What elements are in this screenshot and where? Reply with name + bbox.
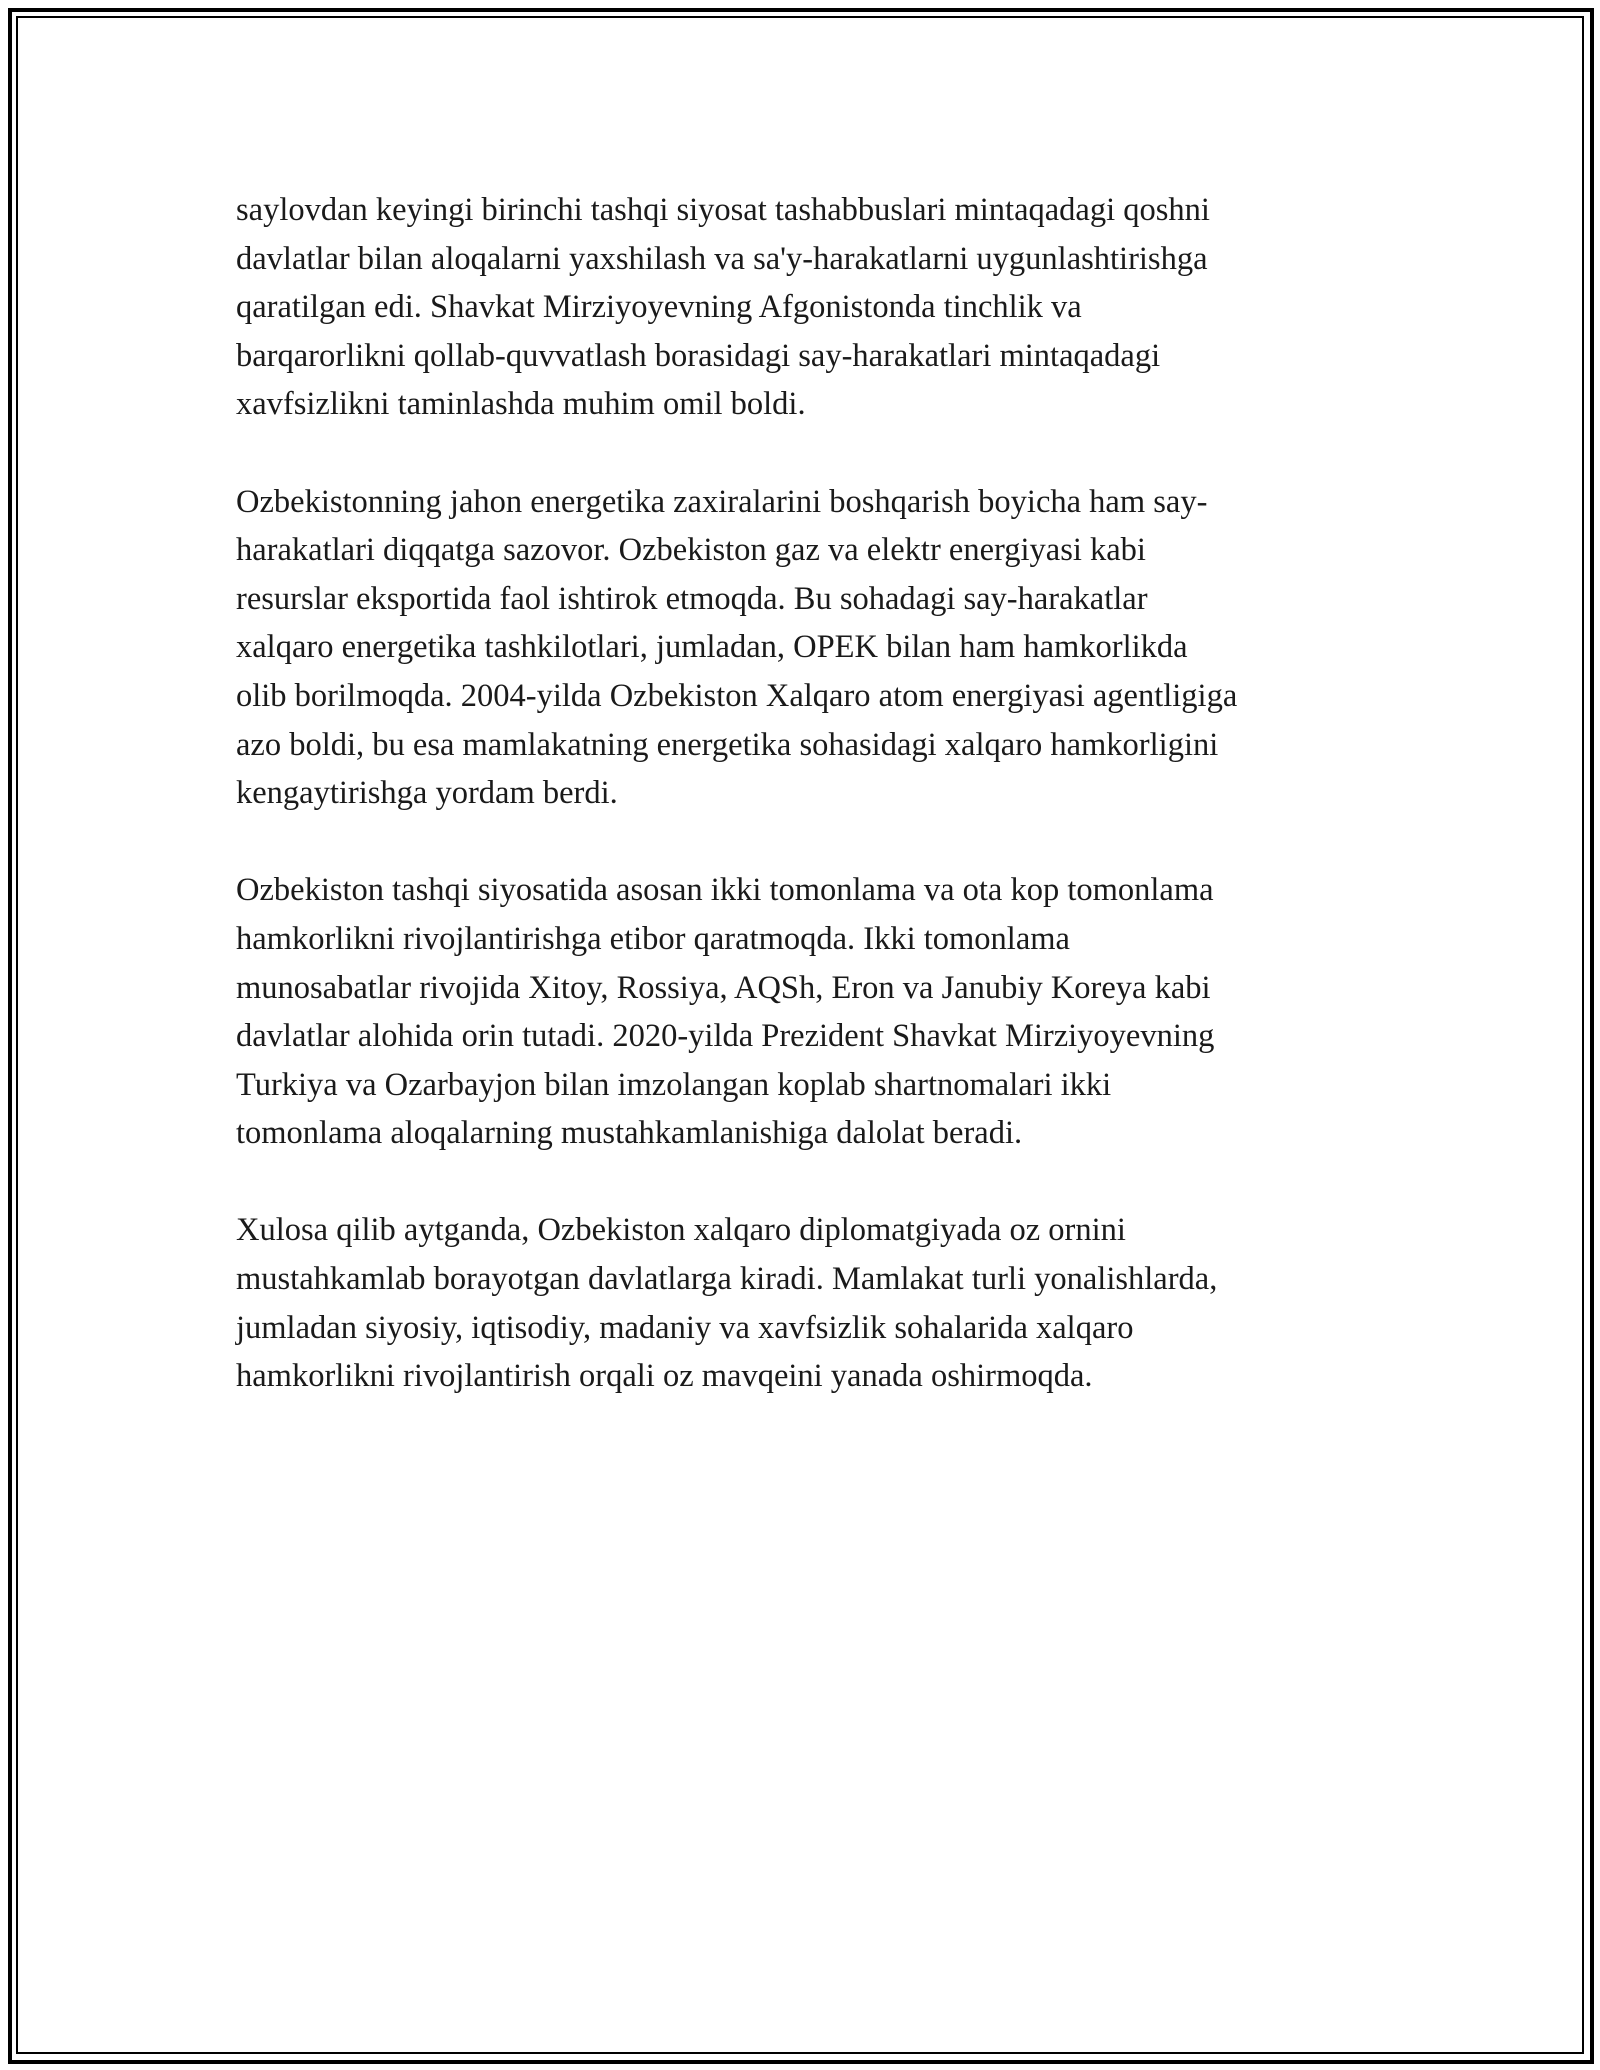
paragraph-1: saylovdan keyingi birinchi tashqi siyosat tashabbuslari mintaqadagi qoshni davlatlar bilan aloqalarni yaxshilash va sa'y-harakatlarni uygunlashtirishga qaratilgan edi. Shavkat Mirziyoyevning Afgonistonda tinchlik va barqarorlikni qollab-quvvatlash borasidagi say-harakatlari mintaqadagi xavfsizlikni taminlashda muhim omil boldi. bbox=[236, 192, 1210, 423]
paragraph-3: Ozbekiston tashqi siyosatida asosan ikki tomonlama va ota kop tomonlama hamkorlikni rivojlantirishga etibor qaratmoqda. Ikki tomonlama munosabatlar rivojida Xitoy, Rossiya, AQSh, Eron va Janubiy Koreya kabi davlatlar alohida orin tutadi. 2020-yilda Prezident Shavkat Mirziyoyevning Turkiya va Ozarbayjon bilan imzolangan koplab shartnomalari ikki tomonlama aloqalarning mustahkamlanishiga dalolat beradi. bbox=[236, 872, 1215, 1152]
paragraph-4: Xulosa qilib aytganda, Ozbekiston xalqaro diplomatgiyada oz ornini mustahkamlab borayotgan davlatlarga kiradi. Mamlakat turli yonalishlarda, jumladan siyosiy, iqtisodiy, madaniy va xavfsizlik sohalarida xalqaro hamkorlikni rivojlantirish orqali oz mavqeini yanada oshirmoqda. bbox=[236, 1212, 1218, 1395]
paragraph-2: Ozbekistonning jahon energetika zaxiralarini boshqarish boyicha ham say- harakatlari diqqatga sazovor. Ozbekiston gaz va elektr energiyasi kabi resurslar eksportida faol ishtirok etmoqda. Bu sohadagi say-harakatlar xalqaro energetika tashkilotlari, jumladan, OPEK bilan ham hamkorlikda olib borilmoqda. 2004-yilda Ozbekiston Xalqaro atom energiyasi agentligiga azo boldi, bu esa mamlakatning energetika sohasidagi xalqaro hamkorligini kengaytirishga yordam berdi. bbox=[236, 483, 1238, 812]
document-body bbox=[236, 186, 1386, 1449]
